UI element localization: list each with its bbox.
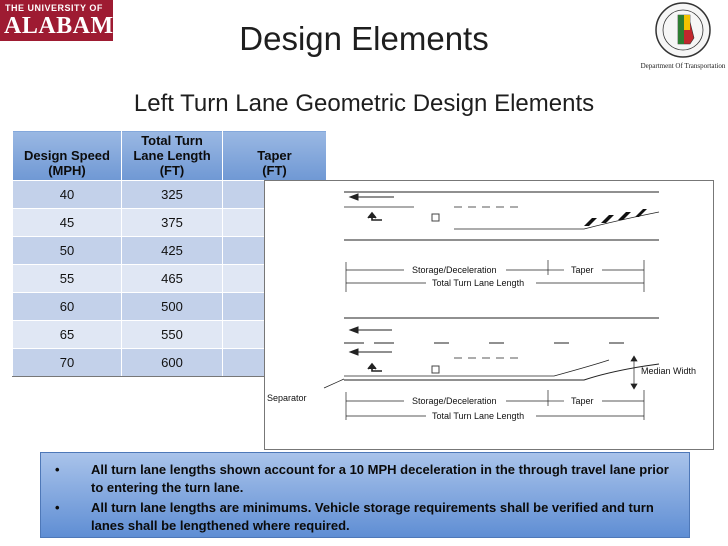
top-total-length-label: Total Turn Lane Length — [432, 278, 525, 288]
university-logo-small: THE UNIVERSITY OF — [5, 3, 103, 13]
median-width-label: Median Width — [641, 366, 697, 376]
cell-speed: 60 — [13, 293, 122, 321]
cell-length: 600 — [122, 349, 223, 377]
cell-length: 375 — [122, 209, 223, 237]
top-storage-label: Storage/Deceleration — [412, 265, 497, 275]
header-line: (FT) — [262, 163, 287, 178]
cell-speed: 45 — [13, 209, 122, 237]
header-line: (FT) — [159, 163, 185, 178]
separator-label: Separator — [267, 393, 307, 403]
cell-speed: 40 — [13, 181, 122, 209]
cell-length: 325 — [122, 181, 223, 209]
cell-speed: 65 — [13, 321, 122, 349]
table-header-row — [13, 131, 327, 181]
cell-length: 465 — [122, 265, 223, 293]
header-total-turn-lane-length — [122, 131, 223, 181]
bottom-taper-label: Taper — [571, 396, 594, 406]
top-taper-label: Taper — [571, 265, 594, 275]
header-line: (MPH) — [48, 163, 86, 178]
cell-speed: 50 — [13, 237, 122, 265]
cell-length: 550 — [122, 321, 223, 349]
cell-speed: 55 — [13, 265, 122, 293]
header-taper — [223, 131, 327, 181]
header-line: Lane Length — [133, 148, 211, 163]
notes-box — [40, 452, 690, 538]
slide-subtitle: Left Turn Lane Geometric Design Elements — [133, 90, 595, 117]
header-line: Taper — [257, 148, 292, 163]
header-line: Design Speed — [24, 148, 110, 163]
note-text: All turn lane lengths are minimums. Vehicle storage requirements shall be verified and turn lanes shall be lengthened where required. — [91, 500, 654, 533]
slide-title: Design Elements — [239, 20, 489, 57]
cell-length: 500 — [122, 293, 223, 321]
header-line: Total Turn — [141, 133, 203, 148]
bottom-storage-label: Storage/Deceleration — [412, 396, 497, 406]
cell-length: 425 — [122, 237, 223, 265]
turn-lane-diagram — [264, 180, 714, 450]
university-logo-big: ALABAMA — [4, 13, 132, 39]
note-text: All turn lane lengths shown account for a 10 MPH deceleration in the through travel lane prior to entering the turn lane. — [91, 462, 669, 495]
header-design-speed — [13, 131, 122, 181]
header-line — [223, 133, 326, 148]
bullet: • — [55, 462, 60, 477]
header-line — [13, 133, 121, 148]
cell-speed: 70 — [13, 349, 122, 377]
dot-logo-text: Department Of Transportation — [640, 62, 726, 70]
bottom-total-length-label: Total Turn Lane Length — [432, 411, 525, 421]
bullet: • — [55, 500, 60, 515]
